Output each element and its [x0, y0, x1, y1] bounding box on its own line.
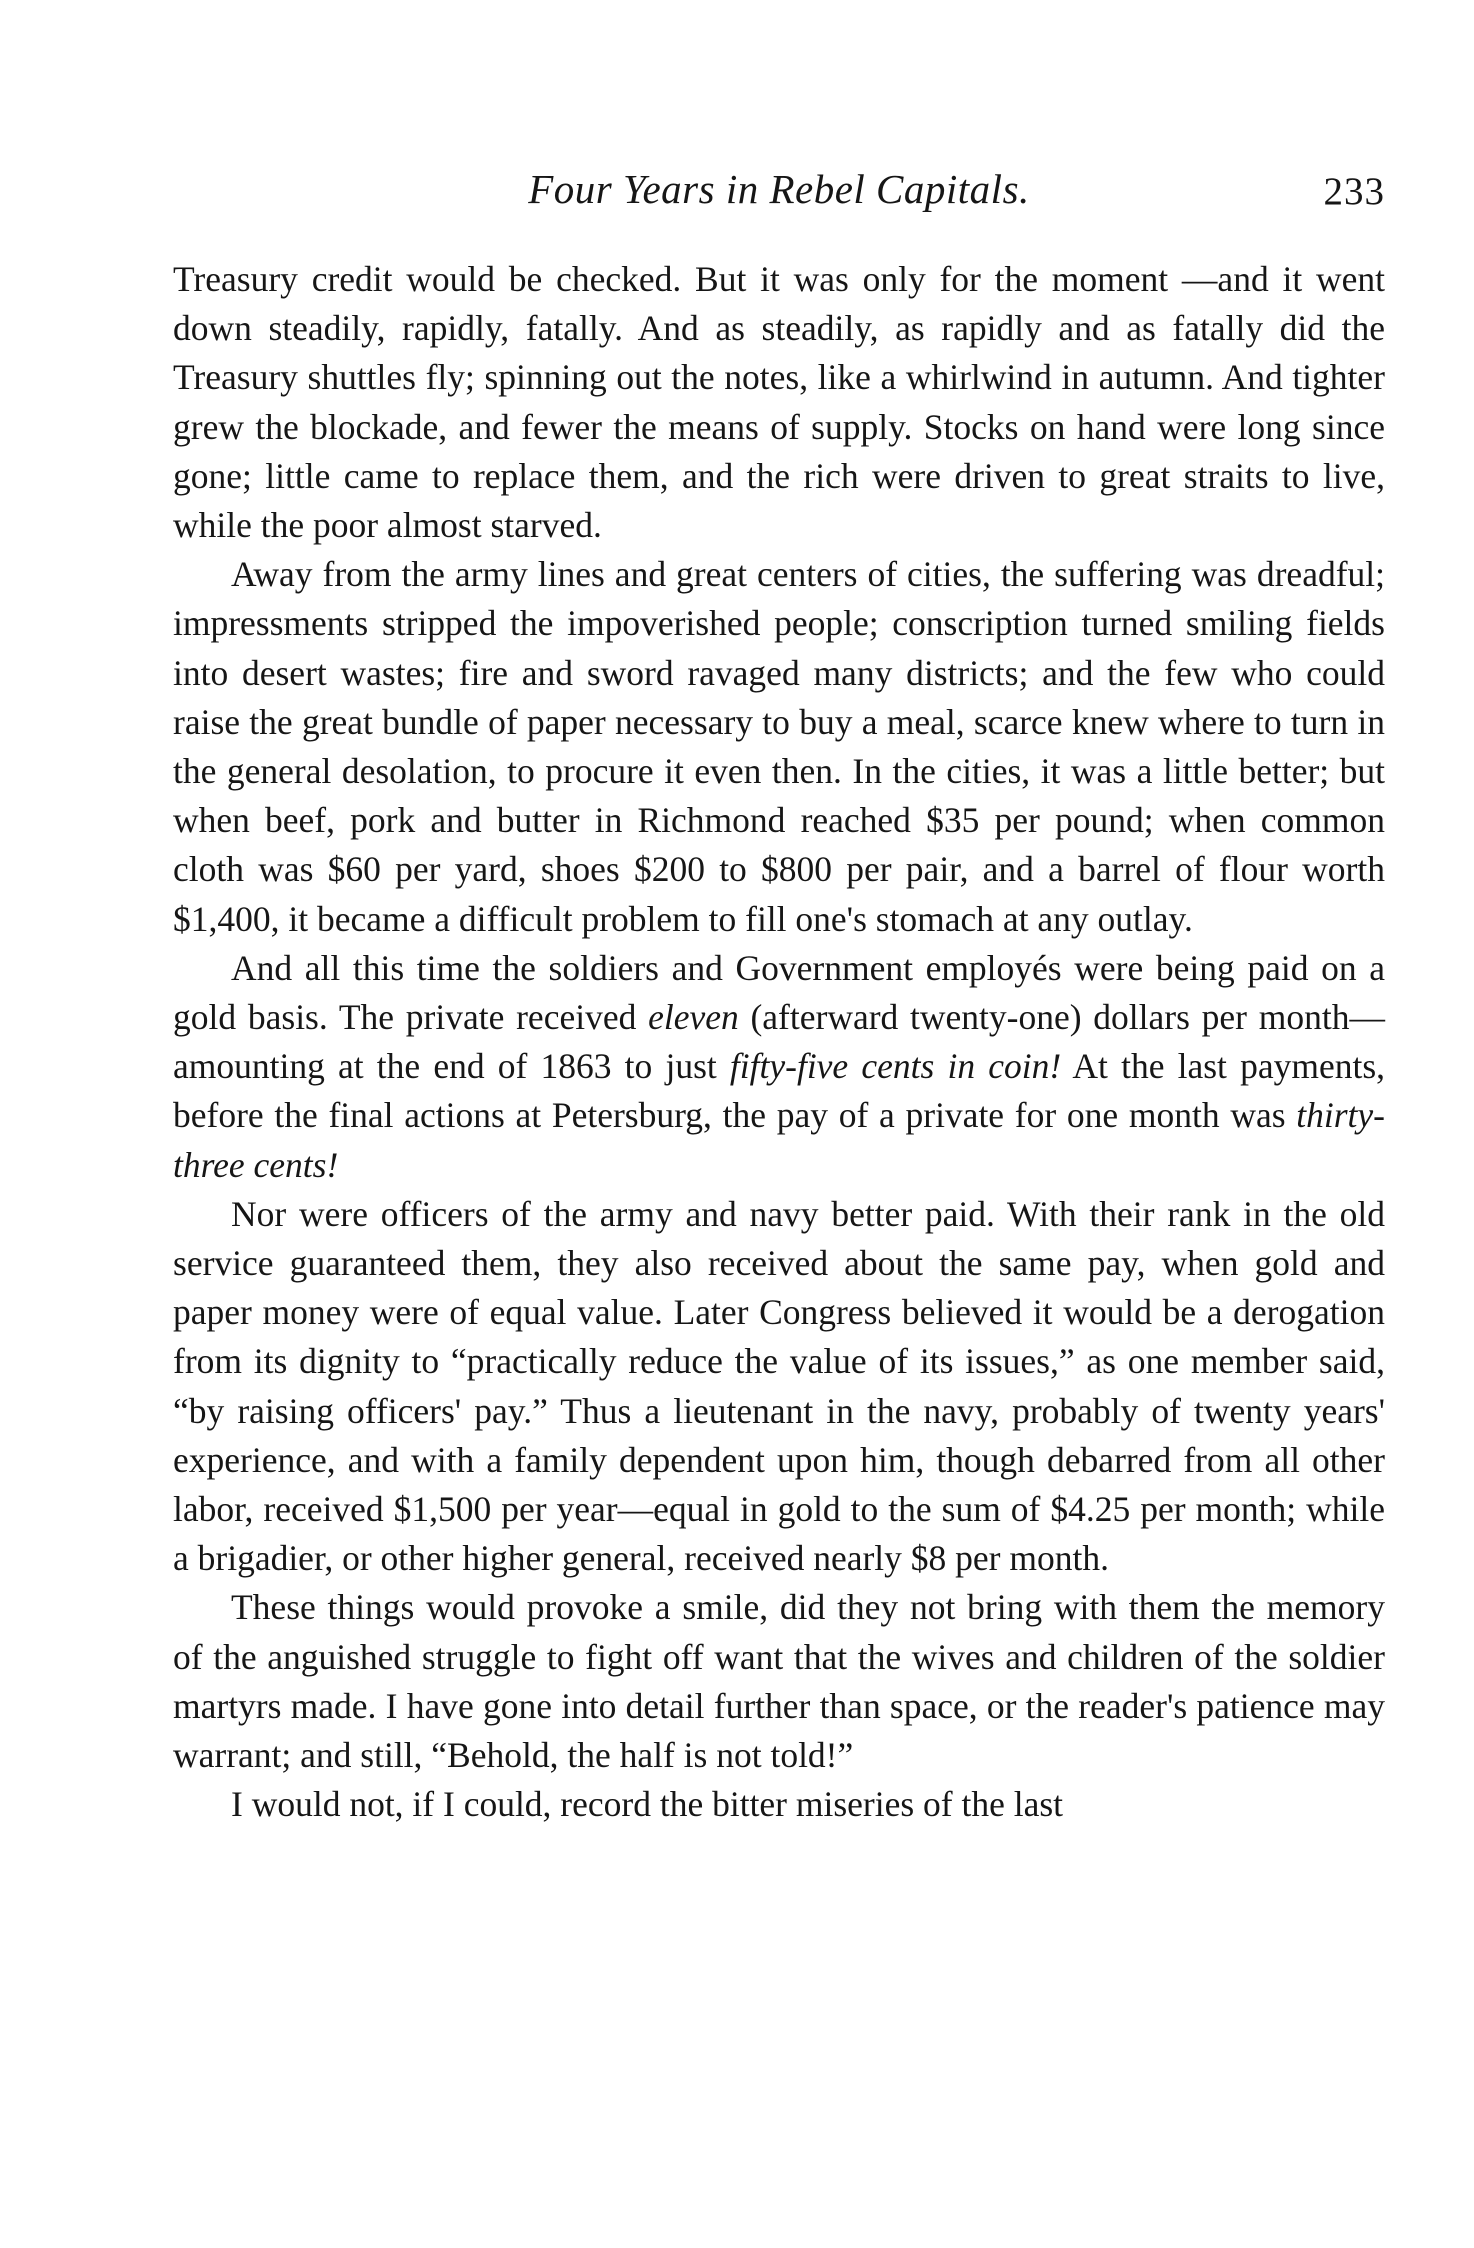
paragraph-3	[173, 944, 1385, 1190]
italic-fifty-five-cents: fifty-five cents in coin!	[729, 1046, 1062, 1087]
page-number: 233	[1323, 170, 1385, 213]
paragraph-1: Treasury credit would be checked. But it was only for the moment —and it went down steadily, rapidly, fatally. And as steadily, as rapidly and as fatally did the Treasury shuttles fly; spinning out the notes, like a whirlwind in autumn. And tighter grew the blockade, and fewer the means of supply. Stocks on hand were long since gone; little came to replace them, and the rich were driven to great straits to live, while the poor almost starved.	[173, 259, 1385, 546]
paragraph-3-text-b: (afterward twenty-one) dollars per month—amounting at the end of 1863 to just	[173, 997, 1385, 1087]
body-text	[173, 255, 1385, 1830]
running-title: Four Years in Rebel Capitals.	[528, 166, 1030, 212]
paragraph-3-text-c: At the last payments, before the final actions at Petersburg, the pay of a private for one month was	[173, 1046, 1386, 1136]
paragraph-4: Nor were officers of the army and navy better paid. With their rank in the old service guaranteed them, they also received about the same pay, when gold and paper money were of equal value. Later Congress believed it would be a derogation from its dignity to “practically reduce the value of its issues,” as one member said, “by raising officers' pay.” Thus a lieutenant in the navy, probably of twenty years' experience, and with a family dependent upon him, though debarred from all other labor, received $1,500 per year—equal in gold to the sum of $4.25 per month; while a brigadier, or other higher general, received nearly $8 per month.	[173, 1193, 1385, 1579]
paragraph-3-text-a: And all this time the soldiers and Government employés were being paid on a gold basis. The private received	[173, 947, 1385, 1038]
italic-thirty-three-cents: thirty-three cents!	[173, 1095, 1385, 1185]
paragraph-6: I would not, if I could, record the bitter miseries of the last	[231, 1784, 1064, 1825]
italic-eleven: eleven	[648, 997, 739, 1038]
page-header	[173, 165, 1385, 225]
paragraph-2: Away from the army lines and great centers of cities, the suffering was dreadful; impressments stripped the impoverished people; conscription turned smiling fields into desert wastes; fire and sword ravaged many districts; and the few who could raise the great bundle of paper necessary to buy a meal, scarce knew where to turn in the general desolation, to procure it even then. In the cities, it was a little better; but when beef, pork and butter in Richmond reached $35 per pound; when common cloth was $60 per yard, shoes $200 to $800 per pair, and a barrel of flour worth $1,400, it became a difficult problem to fill one's stomach at any outlay.	[173, 554, 1385, 939]
paragraph-5: These things would provoke a smile, did they not bring with them the memory of the anguished struggle to fight off want that the wives and children of the soldier martyrs made. I have gone into detail further than space, or the reader's patience may warrant; and still, “Behold, the half is not told!”	[173, 1587, 1385, 1776]
